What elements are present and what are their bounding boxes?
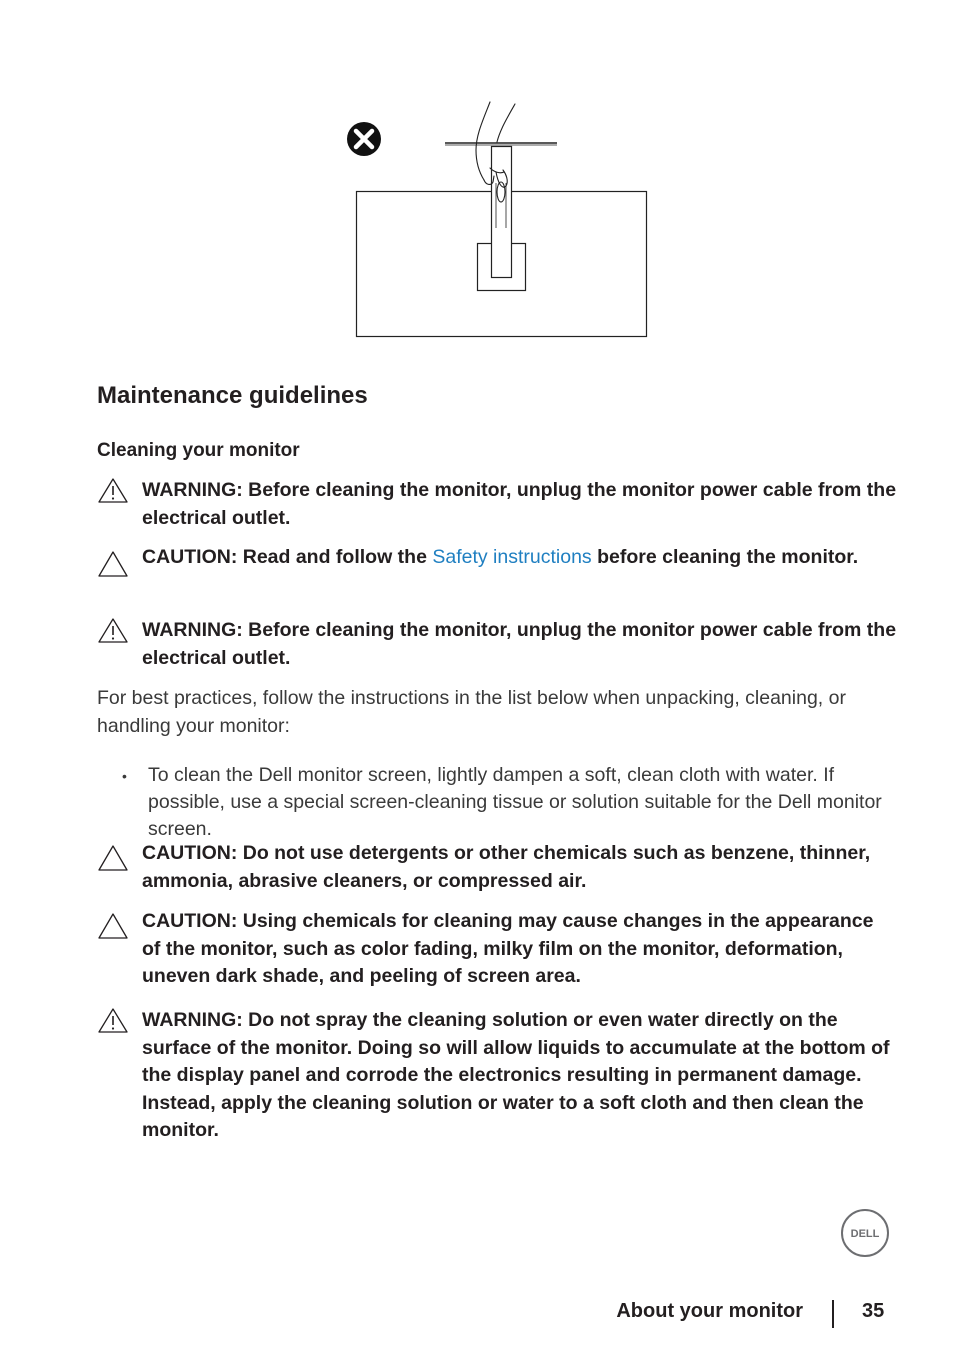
warning-triangle-icon <box>97 617 129 645</box>
footer-divider <box>832 1300 834 1328</box>
dell-logo-text: DELL <box>850 1228 880 1240</box>
prohibited-x-icon <box>347 122 381 156</box>
page-number: 35 <box>862 1300 885 1322</box>
warning-triangle-icon <box>97 477 129 505</box>
warning-text: WARNING: Do not spray the cleaning solution or even water directly on the surface of the monitor. Doing so will allow liquids to accumulate at the bottom of the display panel and corrode the electronics resulting in permanent damage. Instead, apply the cleaning solution or water to a soft cloth and then clean the monitor. <box>142 1009 890 1141</box>
caution-text-prefix: CAUTION: Read and follow the <box>142 546 433 568</box>
monitor-lift-illustration <box>340 98 660 344</box>
caution-text <box>142 544 897 572</box>
caution-triangle-icon <box>97 912 129 940</box>
list-item <box>122 762 887 843</box>
warning-text: WARNING: Before cleaning the monitor, unplug the monitor power cable from the electrical outlet. <box>142 619 897 669</box>
safety-instructions-link[interactable]: Safety instructions <box>432 546 592 568</box>
warning-notice <box>97 1007 897 1145</box>
section-title: Maintenance guidelines <box>97 382 368 409</box>
footer-section-label: About your monitor <box>616 1300 803 1322</box>
caution-triangle-icon <box>97 550 129 578</box>
warning-text: WARNING: Before cleaning the monitor, unplug the monitor power cable from the electrical outlet. <box>142 479 897 529</box>
caution-notice <box>97 544 897 572</box>
caution-text: CAUTION: Using chemicals for cleaning may cause changes in the appearance of the monitor, such as color fading, milky film on the monitor, deformation, uneven dark shade, and peeling of screen area. <box>142 910 874 987</box>
warning-notice <box>97 617 897 672</box>
caution-text-suffix: before cleaning the monitor. <box>591 546 859 568</box>
list-item-text: To clean the Dell monitor screen, lightly dampen a soft, clean cloth with water. If possible, use a special screen-cleaning tissue or solution suitable for the Dell monitor screen. <box>148 764 882 840</box>
bullet-marker: • <box>122 768 127 784</box>
warning-triangle-icon <box>97 1007 129 1035</box>
caution-text: CAUTION: Do not use detergents or other chemicals such as benzene, thinner, ammonia, abrasive cleaners, or compressed air. <box>142 842 871 892</box>
warning-notice <box>97 477 897 532</box>
dell-logo <box>840 1208 890 1258</box>
intro-paragraph: For best practices, follow the instructions in the list below when unpacking, cleaning, or handling your monitor: <box>97 687 846 737</box>
caution-notice <box>97 908 897 991</box>
caution-notice <box>97 840 897 895</box>
subsection-title: Cleaning your monitor <box>97 440 300 461</box>
caution-triangle-icon <box>97 844 129 872</box>
